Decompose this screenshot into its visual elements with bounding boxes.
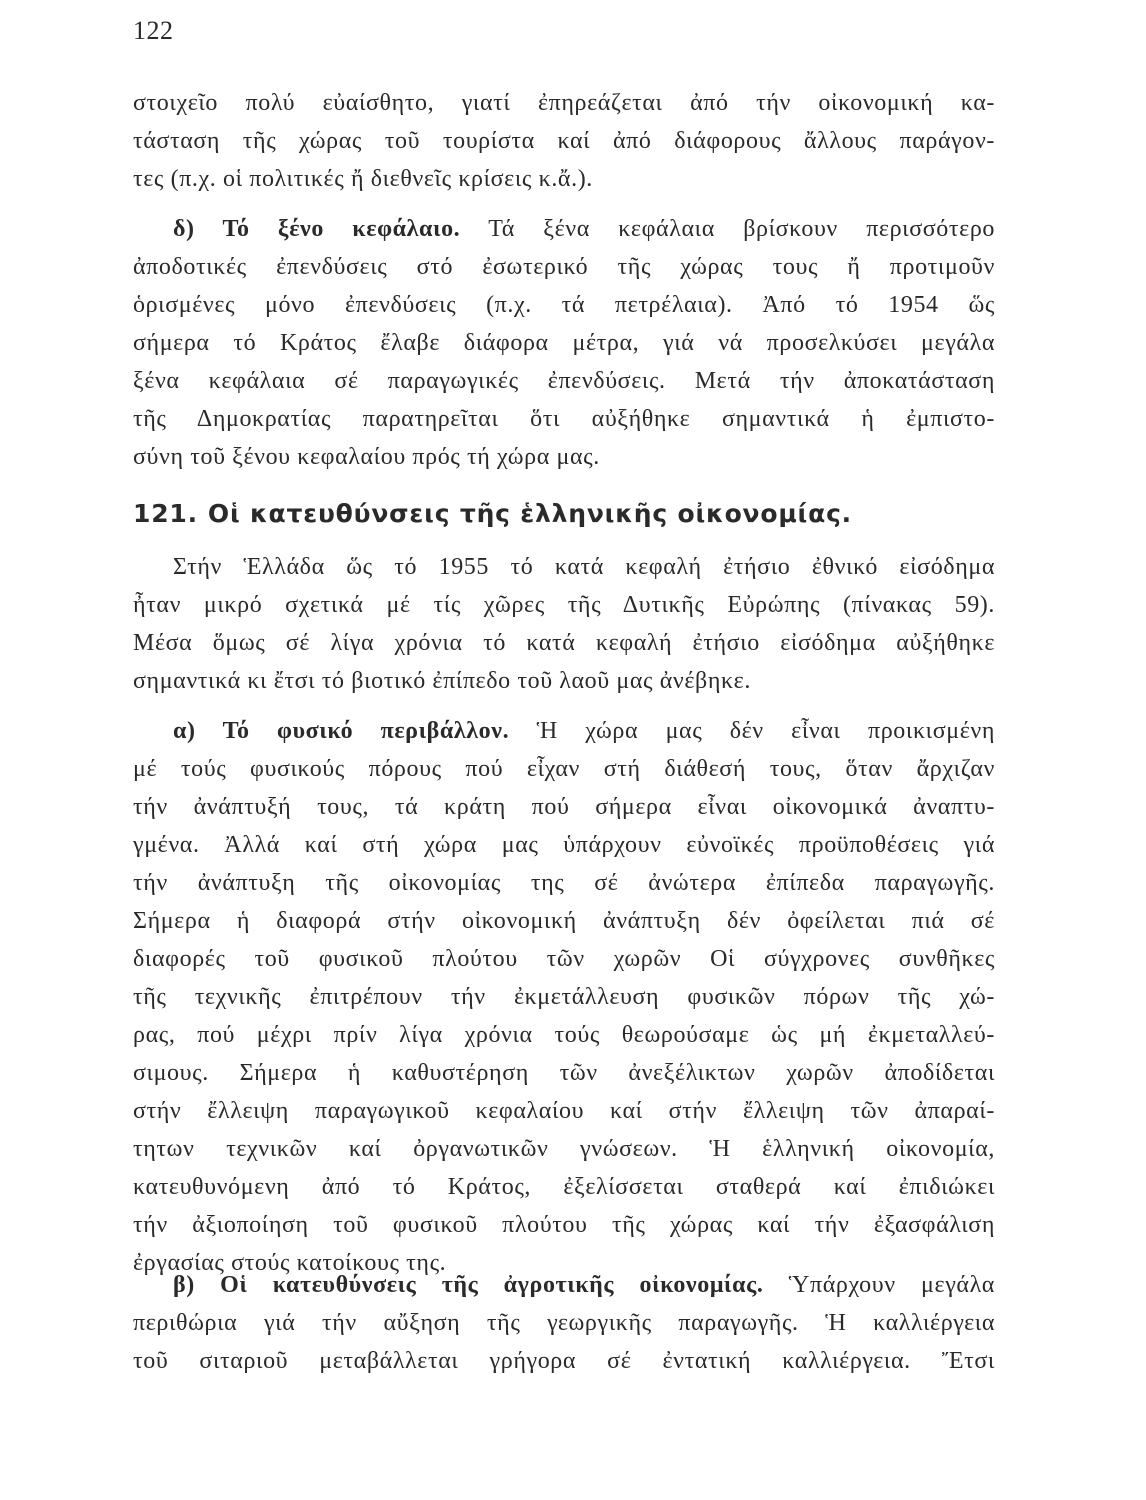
text-line: τήν ἀνάπτυξή τους, τά κράτη πού σήμερα εἶναι οἰκονομικά ἀναπτυ-: [133, 794, 995, 820]
text-line: [133, 712, 995, 750]
text-line: μέ τούς φυσικούς πόρους πού εἶχαν στή διάθεσή τους, ὅταν ἄρχιζαν: [133, 756, 995, 782]
text-line: περιθώρια γιά τήν αὔξηση τῆς γεωργικῆς παραγωγῆς. Ἡ καλλιέργεια: [133, 1310, 995, 1336]
text-line: ἦταν μικρό σχετικά μέ τίς χῶρες τῆς Δυτικῆς Εὐρώπης (πίνακας 59).: [133, 592, 995, 618]
subsection-lead-agriculture: β) Οἱ κατευθύνσεις τῆς ἀγροτικῆς οἰκονομίας.: [173, 1272, 764, 1298]
text-line: Μέσα ὅμως σέ λίγα χρόνια τό κατά κεφαλή ἐτήσιο εἰσόδημα αὐξήθηκε: [133, 630, 995, 656]
page-number: 122: [133, 16, 174, 45]
text-line: Σήμερα ἡ διαφορά στήν οἰκονομική ἀνάπτυξη δέν ὀφείλεται πιά σέ: [133, 908, 995, 934]
text-line: τητων τεχνικῶν καί ὀργανωτικῶν γνώσεων. Ἡ ἑλληνική οἰκονομία,: [133, 1136, 995, 1162]
text-line: [133, 1266, 995, 1304]
text-line: ρας, πού μέχρι πρίν λίγα χρόνια τούς θεωρούσαμε ὡς μή ἐκμεταλλεύ-: [133, 1022, 995, 1048]
text-run: Τά ξένα κεφάλαια βρίσκουν περισσότερο: [488, 216, 996, 242]
text-line: Στήν Ἑλλάδα ὥς τό 1955 τό κατά κεφαλή ἐτήσιο ἐθνικό εἰσόδημα: [173, 554, 995, 580]
text-line: στοιχεῖο πολύ εὐαίσθητο, γιατί ἐπηρεάζεται ἀπό τήν οἰκονομική κα-: [133, 90, 995, 116]
text-line: ξένα κεφάλαια σέ παραγωγικές ἐπενδύσεις. Μετά τήν ἀποκατάσταση: [133, 368, 995, 394]
text-line: τῆς τεχνικῆς ἐπιτρέπουν τήν ἐκμετάλλευση φυσικῶν πόρων τῆς χώ-: [133, 984, 995, 1010]
text-line: σήμερα τό Κράτος ἔλαβε διάφορα μέτρα, γιά νά προσελκύσει μεγάλα: [133, 330, 995, 356]
text-line: τήν ἀνάπτυξη τῆς οἰκονομίας της σέ ἀνώτερα ἐπίπεδα παραγωγῆς.: [133, 870, 995, 896]
text-line: σιμους. Σήμερα ἡ καθυστέρηση τῶν ἀνεξέλικτων χωρῶν ἀποδίδεται: [133, 1060, 995, 1086]
text-run: Ἡ χώρα μας δέν εἶναι προικισμένη: [536, 718, 995, 744]
section-title: Οἱ κατευθύνσεις τῆς ἑλληνικῆς οἰκονομίας.: [207, 499, 852, 528]
text-line: γμένα. Ἀλλά καί στή χώρα μας ὑπάρχουν εὐνοϊκές προϋποθέσεις γιά: [133, 832, 995, 858]
text-line: τες (π.χ. οἱ πολιτικές ἤ διεθνεῖς κρίσεις κ.ἄ.).: [133, 166, 593, 192]
paragraph-foreign-capital: [133, 210, 995, 476]
text-run: Ὑπάρχουν μεγάλα: [788, 1272, 995, 1298]
subsection-lead-foreign-capital: δ) Τό ξένο κεφάλαιο.: [173, 216, 461, 242]
paragraph-income: [133, 548, 995, 700]
text-line: σημαντικά κι ἔτσι τό βιοτικό ἐπίπεδο τοῦ λαοῦ μας ἀνέβηκε.: [133, 668, 751, 694]
text-line: διαφορές τοῦ φυσικοῦ πλούτου τῶν χωρῶν Οἱ σύγχρονες συνθῆκες: [133, 946, 995, 972]
text-line: στήν ἔλλειψη παραγωγικοῦ κεφαλαίου καί στήν ἔλλειψη τῶν ἀπαραί-: [133, 1098, 995, 1124]
subsection-lead-environment: α) Τό φυσικό περιβάλλον.: [173, 718, 510, 744]
text-line: [133, 210, 995, 248]
text-line: τοῦ σιταριοῦ μεταβάλλεται γρήγορα σέ ἐντατική καλλιέργεια. Ἔτσι: [133, 1348, 995, 1374]
text-line: τῆς Δημοκρατίας παρατηρεῖται ὅτι αὐξήθηκε σημαντικά ἡ ἐμπιστο-: [133, 406, 995, 432]
text-line: ὁρισμένες μόνο ἐπενδύσεις (π.χ. τά πετρέλαια). Ἀπό τό 1954 ὥς: [133, 292, 995, 318]
text-line: ἐργασίας στούς κατοίκους της.: [133, 1250, 447, 1276]
text-line: τήν ἀξιοποίηση τοῦ φυσικοῦ πλούτου τῆς χώρας καί τήν ἐξασφάλιση: [133, 1212, 995, 1238]
text-line: τάσταση τῆς χώρας τοῦ τουρίστα καί ἀπό διάφορους ἄλλους παράγον-: [133, 128, 995, 154]
text-line: σύνη τοῦ ξένου κεφαλαίου πρός τή χώρα μας.: [133, 444, 600, 470]
text-line: κατευθυνόμενη ἀπό τό Κράτος, ἐξελίσσεται σταθερά καί ἐπιδιώκει: [133, 1174, 995, 1200]
text-line: ἀποδοτικές ἐπενδύσεις στό ἐσωτερικό τῆς χώρας τους ἤ προτιμοῦν: [133, 254, 995, 280]
paragraph-environment: [133, 712, 995, 1282]
section-number: 121.: [133, 499, 198, 528]
section-heading: [133, 496, 852, 532]
paragraph-intro: [133, 84, 995, 198]
paragraph-agriculture: [133, 1266, 995, 1380]
